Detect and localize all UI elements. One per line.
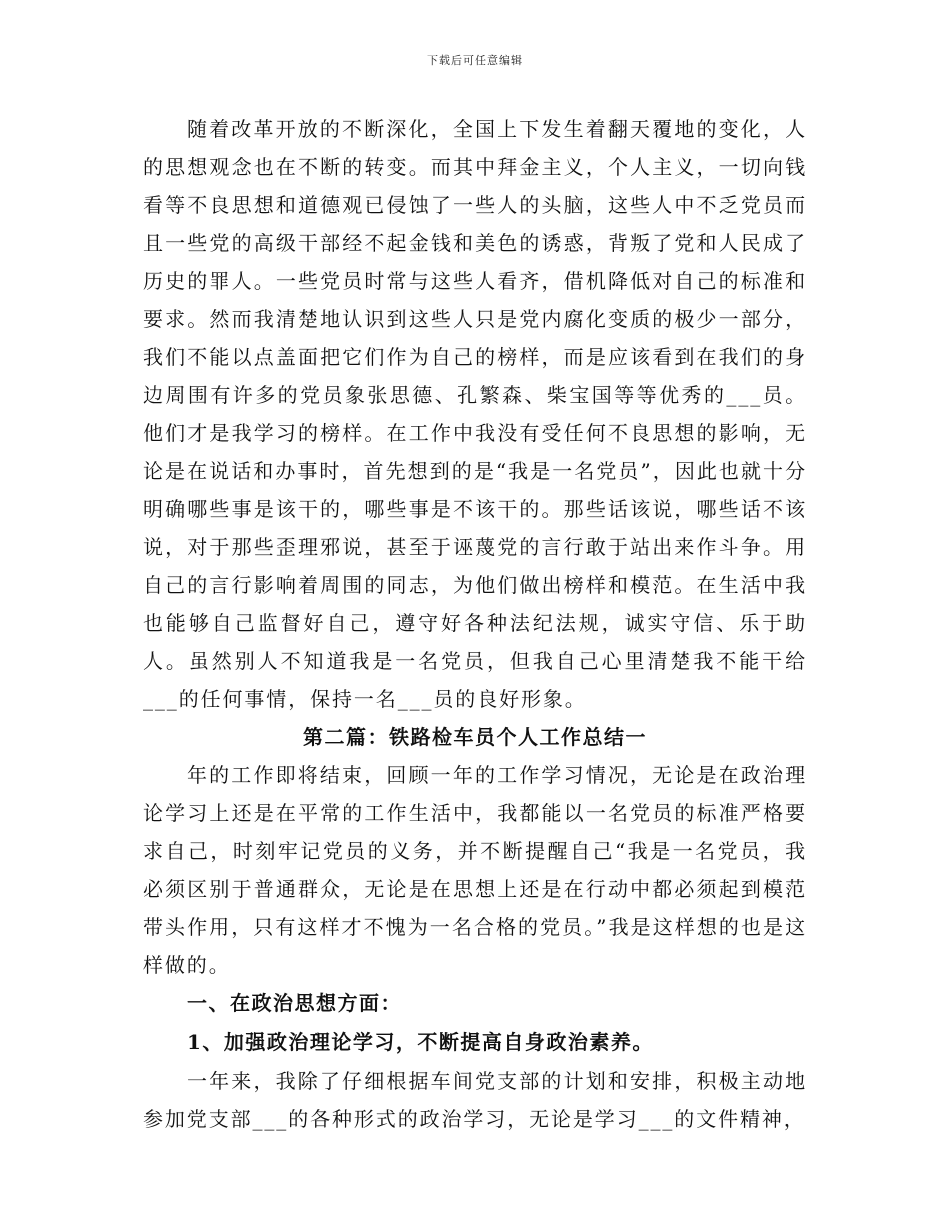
document-body	[143, 110, 807, 1138]
paragraph-year-review: 年的工作即将结束，回顾一年的工作学习情况，无论是在政治理论学习上还是在平常的工作生活中，我都能以一名党员的标准严格要求自己，时刻牢记党员的义务，并不断提醒自己“我是一名党员，我必须区别于普通群众，无论是在思想上还是在行动中都必须起到模范带头作用，只有这样才不愧为一名合格的党员。”我是这样想的也是这样做的。	[143, 763, 807, 977]
section-heading-political-thought: 一、在政治思想方面：	[187, 991, 402, 1015]
paragraph-party-member-reflection: 随着改革开放的不断深化，全国上下发生着翻天覆地的变化，人的思想观念也在不断的转变。而其中拜金主义，个人主义，一切向钱看等不良思想和道德观已侵蚀了一些人的头脑，这些人中不乏党员而且一些党的高级干部经不起金钱和美色的诱惑，背叛了党和人民成了历史的罪人。一些党员时常与这些人看齐，借机降低对自己的标准和要求。然而我清楚地认识到这些人只是党内腐化变质的极少一部分，我们不能以点盖面把它们作为自己的榜样，而是应该看到在我们的身边周围有许多的党员象张思德、孔繁森、柴宝国等等优秀的___员。他们才是我学习的榜样。在工作中我没有受任何不良思想的影响，无论是在说话和办事时，首先想到的是“我是一名党员”，因此也就十分明确哪些事是该干的，哪些事是不该干的。那些话该说，哪些话不该说，对于那些歪理邪说，甚至于诬蔑党的言行敢于站出来作斗争。用自己的言行影响着周围的同志，为他们做出榜样和模范。在生活中我也能够自己监督好自己，遵守好各种法纪法规，诚实守信、乐于助人。虽然别人不知道我是一名党员，但我自己心里清楚我不能干给___的任何事情，保持一名___员的良好形象。	[143, 117, 807, 711]
chapter-title: 第二篇：铁路检车员个人工作总结一	[303, 725, 647, 749]
subsection-heading-theory-study: 1、加强政治理论学习，不断提高自身政治素养。	[187, 1030, 654, 1054]
page-header: 下载后可任意编辑	[427, 54, 523, 67]
paragraph-study-activities: 一年来，我除了仔细根据车间党支部的计划和安排，积极主动地参加党支部___的各种形式的政治学习，无论是学习___的文件精神，	[143, 1069, 807, 1131]
